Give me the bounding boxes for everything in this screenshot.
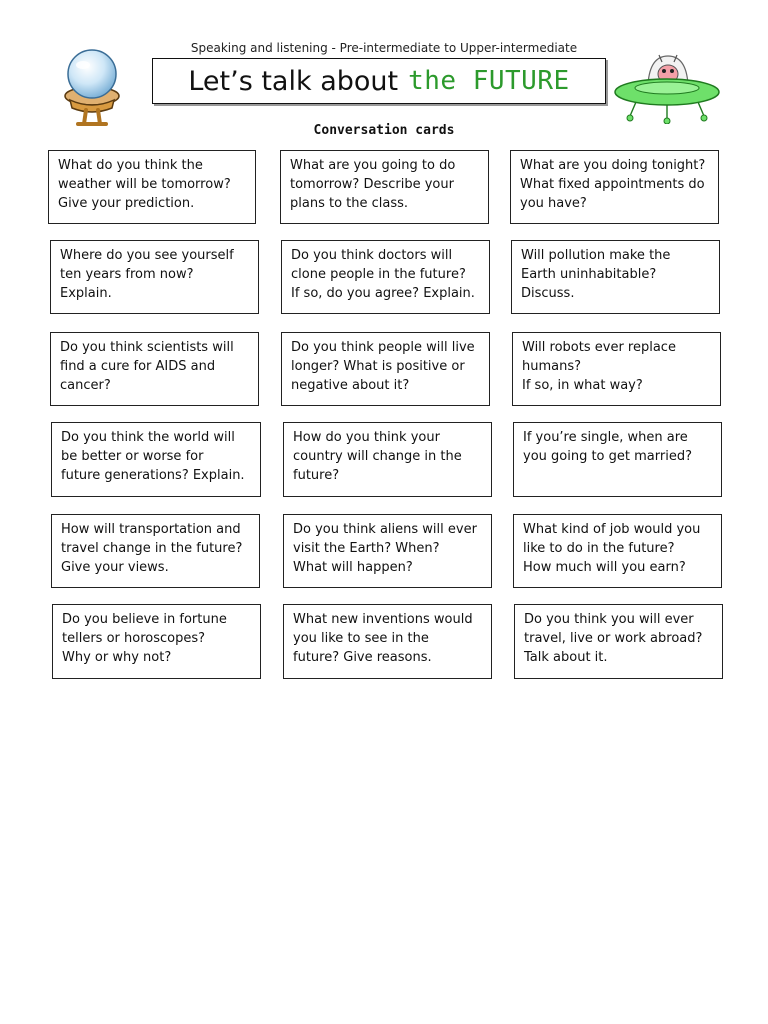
- card-line: If so, in what way?: [522, 378, 643, 393]
- conversation-card: [50, 240, 259, 314]
- card-line: What do you think the: [58, 158, 203, 173]
- card-line: What are you doing tonight?: [520, 158, 706, 173]
- card-line: visit the Earth? When?: [293, 541, 440, 556]
- card-line: Do you think aliens will ever: [293, 522, 477, 537]
- conversation-card: [514, 604, 723, 679]
- card-line: Earth uninhabitable?: [521, 267, 657, 282]
- card-line: travel change in the future?: [61, 541, 243, 556]
- card-line: negative about it?: [291, 378, 410, 393]
- card-line: Why or why not?: [62, 650, 172, 665]
- card-line: Do you think doctors will: [291, 248, 453, 263]
- card-line: find a cure for AIDS and: [60, 359, 216, 374]
- conversation-card: [281, 240, 490, 314]
- card-line: you like to see in the: [293, 631, 429, 646]
- card-line: Where do you see yourself: [60, 248, 234, 263]
- title-accent: the FUTURE: [408, 66, 570, 96]
- conversation-card: [512, 332, 721, 406]
- card-line: What fixed appointments do: [520, 177, 705, 192]
- card-line: future?: [293, 468, 340, 483]
- conversation-card: [51, 422, 261, 497]
- card-line: longer? What is positive or: [291, 359, 465, 374]
- card-line: What will happen?: [293, 560, 413, 575]
- card-line: Discuss.: [521, 286, 575, 301]
- card-line: ten years from now?: [60, 267, 194, 282]
- card-line: future? Give reasons.: [293, 650, 432, 665]
- card-line: How will transportation and: [61, 522, 241, 537]
- card-line: plans to the class.: [290, 196, 409, 211]
- conversation-card: [511, 240, 720, 314]
- conversation-card: [283, 422, 492, 497]
- conversation-card: [510, 150, 719, 224]
- title-box: [152, 58, 606, 104]
- card-line: be better or worse for: [61, 449, 204, 464]
- card-line: How do you think your: [293, 430, 440, 445]
- card-line: clone people in the future?: [291, 267, 466, 282]
- conversation-card: [51, 514, 260, 588]
- conversation-card: [281, 332, 490, 406]
- card-line: like to do in the future?: [523, 541, 675, 556]
- card-line: Do you think people will live: [291, 340, 475, 355]
- conversation-card: [48, 150, 256, 224]
- card-line: Will pollution make the: [521, 248, 671, 263]
- card-line: If so, do you agree? Explain.: [291, 286, 475, 301]
- ufo-alien-icon: [612, 50, 722, 124]
- crystal-ball-icon: [56, 44, 128, 128]
- card-line: Do you think the world will: [61, 430, 235, 445]
- card-line: you have?: [520, 196, 587, 211]
- card-line: What are you going to do: [290, 158, 456, 173]
- conversation-card: [50, 332, 259, 406]
- card-line: How much will you earn?: [523, 560, 686, 575]
- card-line: If you’re single, when are: [523, 430, 688, 445]
- card-line: travel, live or work abroad?: [524, 631, 703, 646]
- card-line: humans?: [522, 359, 582, 374]
- card-line: future generations? Explain.: [61, 468, 245, 483]
- conversation-card: [280, 150, 489, 224]
- conversation-card: [513, 514, 722, 588]
- card-line: tellers or horoscopes?: [62, 631, 205, 646]
- card-line: Will robots ever replace: [522, 340, 676, 355]
- card-line: country will change in the: [293, 449, 462, 464]
- page-subtitle: Speaking and listening - Pre-intermediate to Upper-intermediate: [190, 41, 578, 55]
- card-line: What kind of job would you: [523, 522, 701, 537]
- card-line: What new inventions would: [293, 612, 473, 627]
- card-line: tomorrow? Describe your: [290, 177, 454, 192]
- conversation-card: [52, 604, 261, 679]
- conversation-card: [283, 514, 492, 588]
- card-line: cancer?: [60, 378, 111, 393]
- title-main: Let’s talk about: [188, 65, 399, 97]
- section-heading: Conversation cards: [313, 123, 455, 138]
- card-line: Do you think scientists will: [60, 340, 234, 355]
- card-line: Give your views.: [61, 560, 169, 575]
- card-line: Give your prediction.: [58, 196, 195, 211]
- card-line: Do you believe in fortune: [62, 612, 227, 627]
- card-line: you going to get married?: [523, 449, 692, 464]
- conversation-card: [513, 422, 722, 497]
- conversation-card: [283, 604, 492, 679]
- card-line: Talk about it.: [524, 650, 608, 665]
- card-line: weather will be tomorrow?: [58, 177, 231, 192]
- card-line: Explain.: [60, 286, 112, 301]
- card-line: Do you think you will ever: [524, 612, 694, 627]
